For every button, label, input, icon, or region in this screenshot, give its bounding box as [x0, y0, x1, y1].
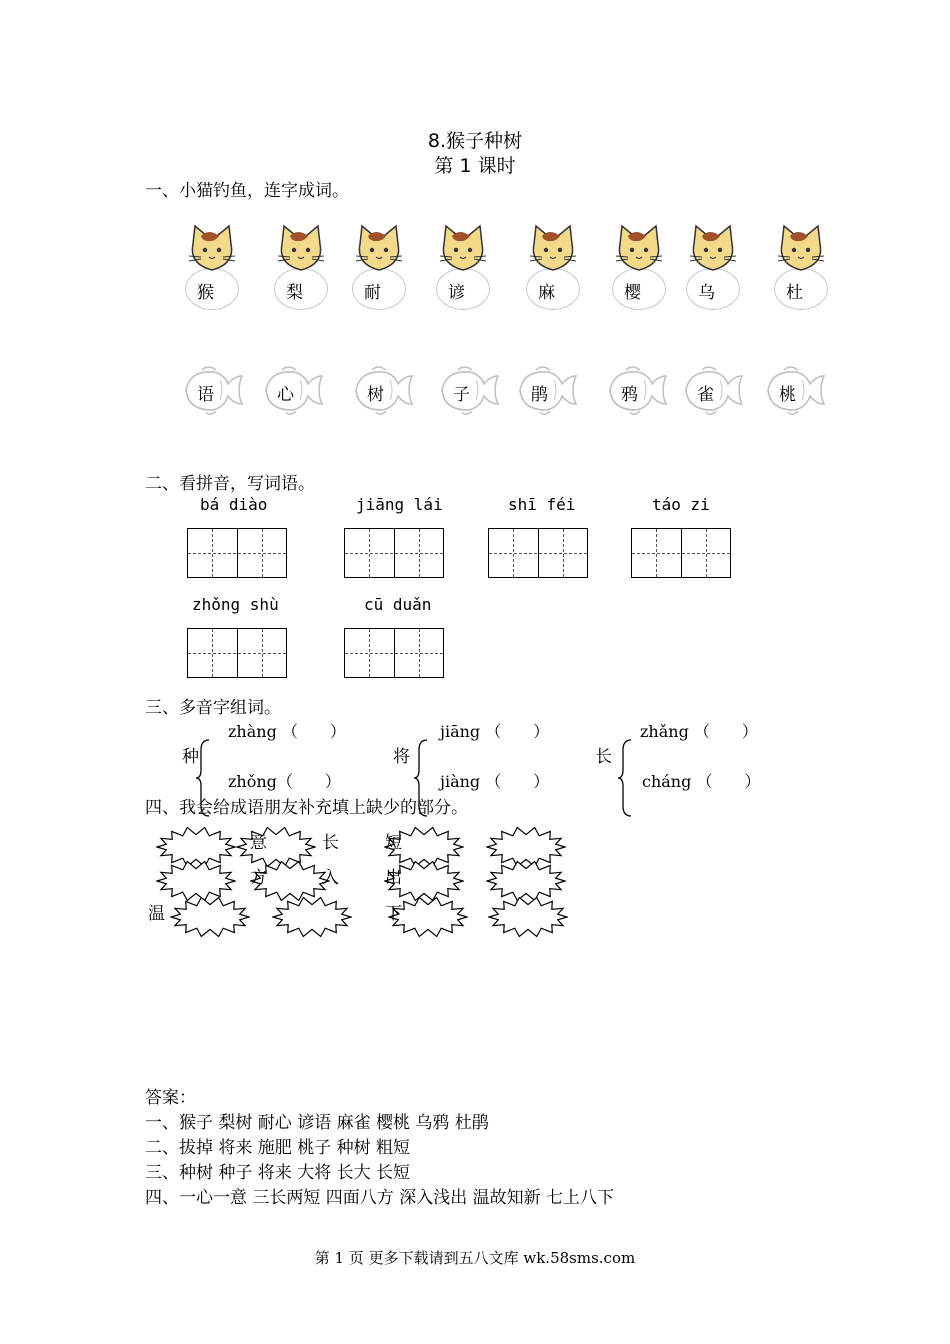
cat-card [524, 218, 582, 318]
idiom-char-5: 入 [322, 868, 339, 888]
idiom-char-7: 温 [148, 904, 165, 924]
cat-icon [776, 224, 826, 272]
answer-line-4: 四、一心一意 三长两短 四面八方 深入浅出 温故知新 七上八下 [145, 1188, 615, 1208]
page-title: 8.猴子种树 [427, 130, 523, 152]
section4-heading: 四、我会给成语朋友补充填上缺少的部分。 [145, 798, 468, 818]
poly-bottom-jiang[interactable]: jiàng （ ） [440, 772, 550, 791]
answer-line-3: 三、种树 种子 将来 大将 长大 长短 [145, 1163, 411, 1183]
cat-card [684, 218, 742, 318]
cat-card [610, 218, 668, 318]
poly-bottom-chang[interactable]: cháng （ ） [642, 772, 761, 791]
starburst-blank[interactable] [488, 896, 568, 938]
grid-guide [345, 653, 443, 654]
fish-card [762, 362, 826, 418]
pinyin-1: bá diào [200, 495, 268, 514]
cat-char[interactable]: 杜 [786, 283, 803, 303]
cat-icon [187, 224, 237, 272]
poly-top-chang[interactable]: zhǎng （ ） [640, 722, 758, 741]
grid-guide [632, 553, 730, 554]
idiom-char-4: 方 [250, 868, 267, 888]
cat-icon [354, 224, 404, 272]
section2-heading: 二、看拼音，写词语。 [145, 474, 315, 494]
section3-heading: 三、多音字组词。 [145, 698, 281, 718]
fish-char[interactable]: 雀 [697, 385, 714, 405]
answers-heading: 答案： [145, 1088, 196, 1108]
fish-card [260, 362, 324, 418]
grid-guide [188, 553, 286, 554]
poly-bottom-zhong[interactable]: zhǒng（ ） [228, 772, 341, 791]
cat-card [434, 218, 492, 318]
cat-icon [438, 224, 488, 272]
poly-top-jiang[interactable]: jiāng （ ） [440, 722, 550, 741]
fish-char[interactable]: 树 [367, 385, 384, 405]
fish-char[interactable]: 鹃 [531, 385, 548, 405]
poly-char-jiang: 将 [393, 747, 410, 767]
idiom-char-6: 出 [385, 868, 402, 888]
cat-icon [528, 224, 578, 272]
pinyin-6: cū duǎn [364, 595, 432, 614]
grid-guide [188, 653, 286, 654]
cat-char[interactable]: 猴 [197, 283, 214, 303]
poly-char-chang: 长 [595, 747, 612, 767]
writing-grid[interactable] [631, 528, 731, 578]
answer-line-2: 二、拔掉 将来 施肥 桃子 种树 粗短 [145, 1138, 411, 1158]
fish-char[interactable]: 鸦 [621, 385, 638, 405]
fish-char[interactable]: 心 [277, 385, 294, 405]
cat-char[interactable]: 梨 [286, 283, 303, 303]
poly-char-zhong: 种 [182, 747, 199, 767]
cat-card [350, 218, 408, 318]
cat-card [183, 218, 241, 318]
writing-grid[interactable] [488, 528, 588, 578]
cat-char[interactable]: 乌 [698, 283, 715, 303]
grid-guide [489, 553, 587, 554]
idiom-char-2: 长 [322, 833, 339, 853]
section1-heading: 一、小猫钓鱼，连字成词。 [145, 181, 349, 201]
grid-guide [345, 553, 443, 554]
page-subtitle: 第 1 课时 [434, 155, 516, 177]
page-footer: 第 1 页 更多下载请到五八文库 wk.58sms.com [314, 1249, 636, 1267]
pinyin-2: jiāng lái [356, 495, 443, 514]
fish-char[interactable]: 子 [453, 385, 470, 405]
cat-card [772, 218, 830, 318]
brace-3 [617, 738, 637, 818]
cat-char[interactable]: 谚 [448, 283, 465, 303]
cat-card [272, 218, 330, 318]
cat-char[interactable]: 耐 [364, 283, 381, 303]
fish-char[interactable]: 桃 [779, 385, 796, 405]
answer-line-1: 一、猴子 梨树 耐心 谚语 麻雀 樱桃 乌鸦 杜鹃 [145, 1113, 489, 1133]
pinyin-5: zhǒng shù [192, 595, 279, 614]
starburst-blank[interactable] [170, 896, 250, 938]
writing-grid[interactable] [344, 628, 444, 678]
fish-card [436, 362, 500, 418]
fish-char[interactable]: 语 [197, 385, 214, 405]
writing-grid[interactable] [344, 528, 444, 578]
poly-top-zhong[interactable]: zhàng （ ） [228, 722, 346, 741]
idiom-char-3: 短 [385, 833, 402, 853]
fish-card [180, 362, 244, 418]
cat-icon [614, 224, 664, 272]
starburst-blank[interactable] [272, 896, 352, 938]
cat-icon [276, 224, 326, 272]
cat-char[interactable]: 麻 [538, 283, 555, 303]
pinyin-4: táo zi [652, 495, 710, 514]
fish-card [680, 362, 744, 418]
fish-card [514, 362, 578, 418]
idiom-char-8: 下 [385, 904, 402, 924]
pinyin-3: shī féi [508, 495, 576, 514]
cat-icon [688, 224, 738, 272]
cat-char[interactable]: 樱 [624, 283, 641, 303]
fish-card [604, 362, 668, 418]
idiom-char-1: 意 [250, 833, 267, 853]
writing-grid[interactable] [187, 628, 287, 678]
writing-grid[interactable] [187, 528, 287, 578]
fish-card [350, 362, 414, 418]
